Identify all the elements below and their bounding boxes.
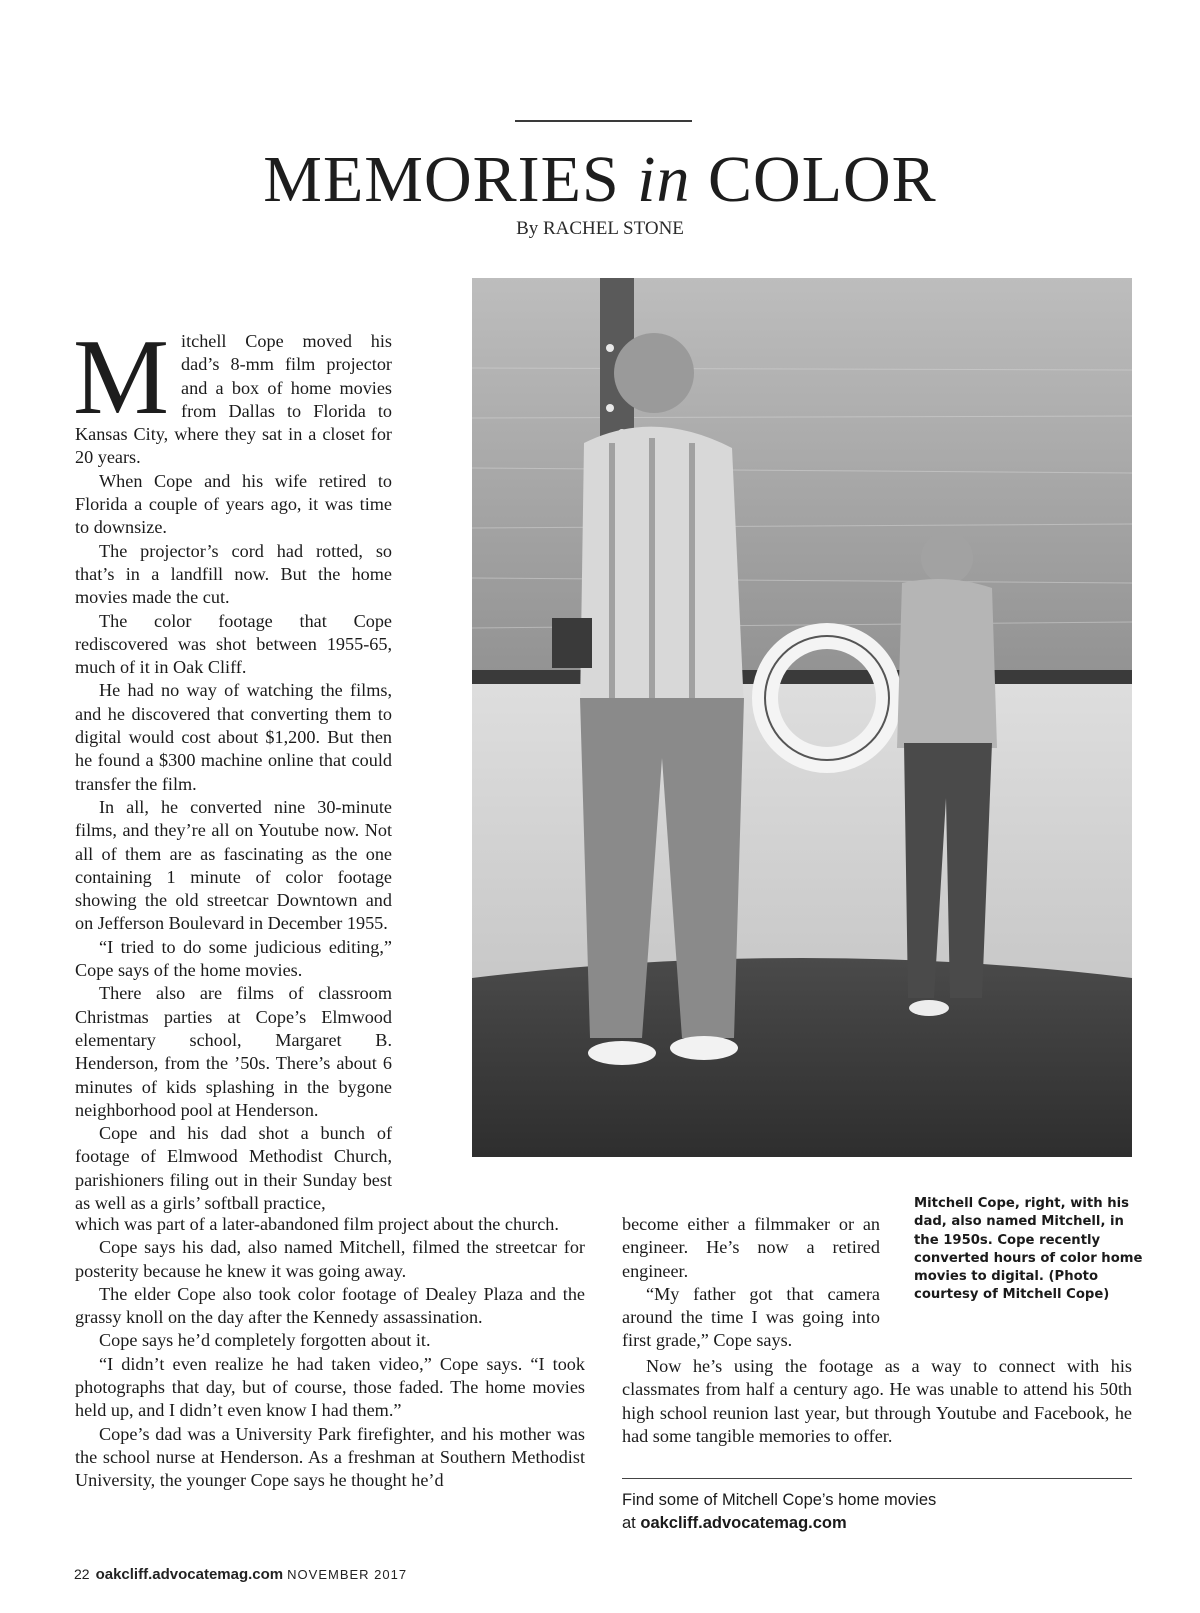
find-more-link[interactable]: oakcliff.advocatemag.com [640,1514,847,1532]
paragraph: Now he’s using the footage as a way to connect with his classmates from half a century ago. He was unable to attend his 50th high school reunion last year, but through Youtube and Facebook, he had some tangible memories to offer. [622,1356,1132,1446]
paragraph: The projector’s cord had rotted, so that’s in a landfill now. But the home movies made the cut. [75,540,392,608]
article-column-1 [73,318,392,1215]
paragraph: which was part of a later-abandoned film project about the church. [75,1214,559,1234]
title-rule [515,120,692,122]
footer-site[interactable]: oakcliff.advocatemag.com [95,1566,284,1583]
paragraph: Cope’s dad was a University Park firefighter, and his mother was the school nurse at Henderson. As a freshman at Southern Methodist University, the younger Cope says he thought he’d [75,1423,585,1491]
page-number: 22 [74,1566,90,1582]
footer-issue: NOVEMBER 2017 [287,1567,408,1582]
sidebar-rule [622,1478,1132,1479]
title-text-1: MEMORIES [263,143,638,216]
drop-cap: M [73,318,170,437]
paragraph: The color footage that Cope rediscovered was shot between 1955-65, much of it in Oak Cliff. [75,610,392,678]
article-photo [472,278,1132,1157]
byline: By RACHEL STONE [516,218,684,239]
article-column-1-continued [75,1213,585,1493]
paragraph: become either a filmmaker or an engineer. He’s now a retired engineer. [622,1214,880,1281]
title-text-italic: in [637,143,691,216]
find-more-text: Find some of Mitchell Cope’s home movies [622,1491,937,1509]
paragraph: When Cope and his wife retired to Florida a couple of years ago, it was time to downsize. [75,470,392,538]
title-text-2: COLOR [690,143,937,216]
paragraph: Cope says his dad, also named Mitchell, filmed the streetcar for posterity because he knew it was going away. [75,1237,585,1281]
paragraph: Cope says he’d completely forgotten about it. [99,1330,431,1351]
paragraph: “I didn’t even realize he had taken video,” Cope says. “I took photographs that day, but of course, those faded. The home movies held up, and I didn’t even know I had them.” [75,1353,585,1421]
article-column-2 [622,1213,880,1353]
paragraph: There also are films of classroom Christmas parties at Cope’s Elmwood elementary school, Margaret B. Henderson, from the ’50s. There’s about 6 minutes of kids splashing in the bygone neighborhood pool at Henderson. [75,983,392,1120]
article-title [0,140,1200,220]
photo-father-and-son-on-ship [472,278,1132,1157]
photo-caption: Mitchell Cope, right, with his dad, also named Mitchell, in the 1950s. Cope recently converted hours of color home movies to digital. (Photo courtesy of Mitchell Cope) [914,1196,1143,1303]
article-column-2-continued [622,1355,1132,1448]
paragraph: The elder Cope also took color footage of Dealey Plaza and the grassy knoll on the day after the Kennedy assassination. [75,1283,585,1328]
page-footer [74,1566,407,1583]
paragraph: In all, he converted nine 30-minute films, and they’re all on Youtube now. Not all of them are as fascinating as the one containing 1 minute of color footage showing the old streetcar Downtown and on Jefferson Boulevard in December 1955. [75,796,392,934]
paragraph: itchell Cope moved his dad’s 8-mm film projector and a box of home movies from Dallas to Florida to Kansas City, where they sat in a closet for 20 years. [75,331,392,468]
paragraph: “My father got that camera around the time I was going into first grade,” Cope says. [622,1283,880,1351]
find-more-at: at [622,1514,641,1532]
find-more-note [622,1489,1132,1535]
paragraph: “I tried to do some judicious editing,” Cope says of the home movies. [75,936,392,981]
paragraph: He had no way of watching the films, and he discovered that converting them to digital would cost about $1,200. But then he found a $300 machine online that could transfer the film. [75,680,392,794]
paragraph: Cope and his dad shot a bunch of footage of Elmwood Methodist Church, parishioners filing out in their Sunday best as well as a girls’ softball practice, [75,1123,392,1213]
